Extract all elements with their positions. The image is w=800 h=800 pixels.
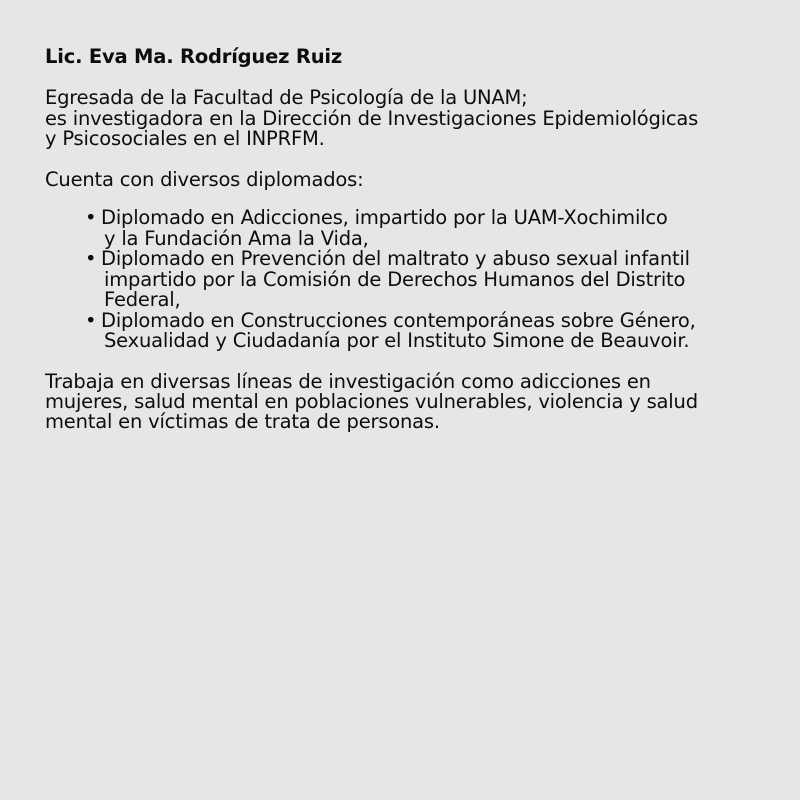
list-item bbox=[85, 249, 780, 310]
research-paragraph bbox=[45, 369, 780, 434]
list-item-line: Diplomado en Prevención del maltrato y abuso sexual infantil bbox=[101, 247, 690, 271]
intro-line: y Psicosociales en el INPRFM. bbox=[45, 127, 325, 151]
research-line: mental en víctimas de trata de personas. bbox=[45, 410, 440, 434]
list-item-line: Federal, bbox=[104, 288, 181, 312]
bullet-icon: • bbox=[85, 206, 97, 230]
list-item-line: Sexualidad y Ciudadanía por el Instituto Simone de Beauvoir. bbox=[104, 329, 690, 353]
list-item-line: Diplomado en Adicciones, impartido por la UAM-Xochimilco bbox=[101, 206, 668, 230]
bullet-icon: • bbox=[85, 247, 97, 271]
intro-paragraph bbox=[45, 88, 780, 149]
list-item bbox=[85, 308, 780, 353]
list-item-line: y la Fundación Ama la Vida, bbox=[104, 226, 369, 250]
diplomados-list bbox=[45, 208, 780, 351]
person-name-heading: Lic. Eva Ma. Rodríguez Ruiz bbox=[45, 45, 343, 68]
research-line: Trabaja en diversas líneas de investigación como adicciones en bbox=[45, 369, 651, 393]
bullet-icon: • bbox=[85, 308, 97, 332]
list-item-line: impartido por la Comisión de Derechos Humanos del Distrito bbox=[104, 267, 686, 291]
list-item-line: Diplomado en Construcciones contemporáneas sobre Género, bbox=[101, 308, 696, 332]
research-line: mujeres, salud mental en poblaciones vulnerables, violencia y salud bbox=[45, 390, 698, 414]
diplomados-intro: Cuenta con diversos diplomados: bbox=[45, 167, 364, 191]
intro-line: es investigadora en la Dirección de Investigaciones Epidemiológicas bbox=[45, 106, 699, 130]
intro-line: Egresada de la Facultad de Psicología de la UNAM; bbox=[45, 86, 528, 110]
list-item bbox=[85, 208, 780, 249]
